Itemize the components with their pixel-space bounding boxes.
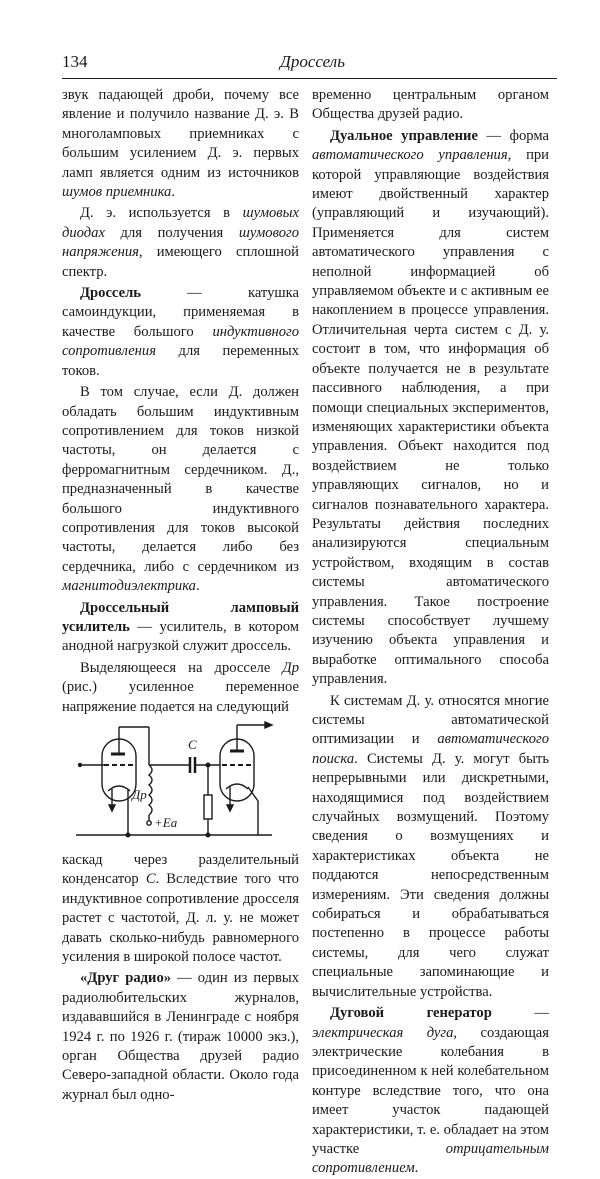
text: для получения: [104, 224, 239, 241]
paragraph: [312, 692, 549, 1003]
running-title: Дроссель: [280, 52, 345, 71]
paragraph: [62, 659, 299, 717]
right-column: [312, 86, 549, 1179]
entry-headword: Дроссельный ламповый усилитель: [62, 599, 299, 635]
entry-drossel: [62, 284, 299, 381]
text: временно центральным органом Общества друзей радио.: [312, 87, 549, 123]
text: Выделяющееся на дросселе: [80, 659, 283, 676]
entry-drug-radio: [62, 969, 299, 1105]
paragraph: [62, 851, 299, 967]
italic-term: автоматического управления,: [312, 147, 512, 164]
page-header: [62, 52, 557, 78]
text: .: [414, 1160, 419, 1177]
text: . Системы Д. у. могут быть непрерывными или дискретными, находящимися под воздействием случайных возмущений. Поэтому сведения о возмущениях и характеристиках объекта не поддаются непосредственным измерениям. Эти сведения должны собираться и обрабатываться постепенно в процессе работы системы, для чего служат специальные запоминающие и вычислительные устройства.: [312, 750, 549, 1000]
text: . Вследствие того что индуктивное сопротивление дросселя растет с частотой, Д. л. у. не может давать сколько-нибудь равномерного усиления в широкой полосе частот.: [62, 871, 299, 966]
italic-term: магнитодиэлектрика: [62, 578, 196, 595]
entry-headword: Дуговой генератор: [330, 1005, 492, 1022]
italic-term: Др: [282, 659, 299, 676]
text: — форма: [477, 127, 549, 144]
text: .: [195, 578, 200, 595]
entry-dual-control: [312, 127, 549, 690]
text: .: [171, 184, 175, 201]
entry-headword: «Друг радио»: [80, 970, 172, 987]
entry-headword: Дроссель: [80, 285, 141, 302]
text: — один из первых радиолюбительских журналов, издававшийся в Ленинграде с ноября 1924 г. по 1926 г. (тираж 10000 экз.), орган Общества друзей радио Северо-западной области. Около года журнал был одно-: [62, 970, 299, 1103]
text: —: [491, 1005, 549, 1022]
grid-resistor: [204, 795, 212, 819]
italic-term: шумов приемника: [62, 184, 172, 201]
text: В том случае, если Д. должен обладать большим индуктивным сопротивлением для токов низкой частоты, он делается с ферромагнитным сердечником. Д., предназначенный в качестве большого индуктивного сопротивления для токов высокой частоты, делается либо без сердечника, либо с сердечником из: [62, 384, 299, 575]
entry-choke-amplifier: [62, 599, 299, 657]
text: при которой управляющие воздействия имеют двойственный характер (управляющий и изучающий). Применяется для систем автоматического управления с неполной информацией об управляемом объекте и с активным ее накоплением в процессе управления. Отличительная черта систем с Д. у. состоит в том, что информация об объекте получается не в результате пассивного наблюдения, а при помощи специальных экспериментов, изменяющих характеристики объекта управления. Объект находится под воздействием не только управляющих сигналов, но и сигналов познавательного характера. Результаты действия последних анализируются специальным устройством, входящим в состав системы автоматического управления. Такое построение системы способствует лучшему изучению объекта управления и выработке оптимального способа управления.: [312, 147, 549, 688]
text: имеющего сплошной спектр.: [62, 244, 299, 280]
label-choke: Др: [132, 787, 147, 802]
text: К системам Д. у. относятся многие системы автоматической оптимизации и: [312, 692, 549, 748]
text: , создающая электрические колебания в присоединенном к ней колебательном контуре вследствие того, что она имеет участок падающей характеристики, т. е. обладает на этом участке: [312, 1024, 549, 1157]
text: Д. э. используется в: [80, 205, 243, 222]
entry-arc-generator: [312, 1004, 549, 1179]
italic-term: шумового напряжения,: [62, 224, 299, 261]
text: звук падающей дроби, почему все явление и получило название Д. э. В многоламповых приемниках с большим усилением Д. э. первых ламп является одним из источников: [62, 87, 299, 181]
label-capacitor: C: [188, 737, 197, 752]
label-supply: +Eа: [154, 815, 178, 830]
left-column: [62, 86, 299, 1105]
italic-term: электрическая дуга: [312, 1024, 454, 1041]
italic-term: индуктивного сопротивления: [62, 323, 299, 360]
entry-headword: Дуальное управление: [330, 127, 478, 144]
paragraph: [62, 86, 299, 202]
text: — усилитель, в котором анодной нагрузкой служит дроссель.: [62, 618, 299, 655]
text: для переменных токов.: [62, 343, 299, 379]
page-number: 134: [62, 52, 88, 71]
italic-term: отрицательным сопротивлением: [312, 1140, 549, 1177]
italic-term: автоматического поиска: [312, 731, 549, 767]
choke-inductor: [149, 765, 152, 815]
text: (рис.) усиленное переменное напряжение подается на следующий: [62, 679, 299, 715]
paragraph: [62, 204, 299, 282]
text: каскад через разделительный конденсатор: [62, 852, 299, 888]
choke-amplifier-circuit-diagram: [62, 721, 299, 843]
text: — катушка самоиндукции, применяемая в качестве большого: [62, 285, 299, 340]
header-rule: [62, 78, 557, 79]
paragraph: [62, 383, 299, 596]
italic-term: шумовых диодах: [62, 205, 299, 241]
italic-term: С: [145, 871, 156, 888]
paragraph: [312, 86, 549, 125]
